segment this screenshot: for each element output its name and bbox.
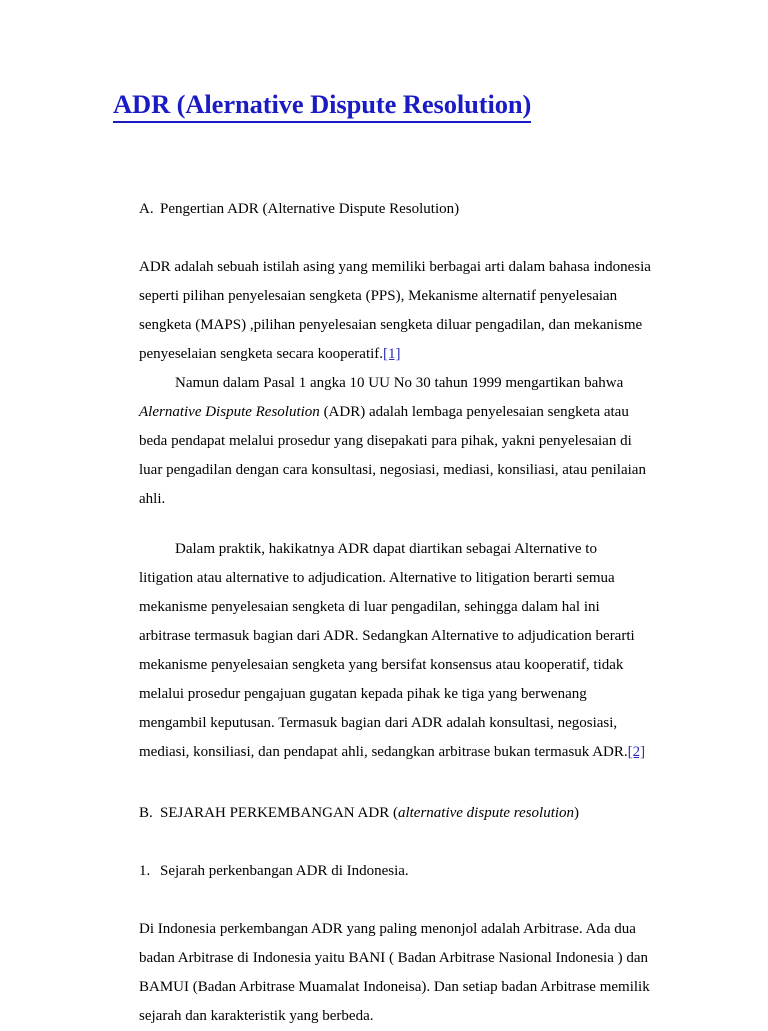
paragraph-pasal-1-italic-term: Alernative Dispute Resolution xyxy=(139,404,320,421)
spacer xyxy=(139,514,651,535)
spacer xyxy=(139,886,651,915)
spacer xyxy=(139,767,651,799)
list-item-label: Sejarah perkenbangan ADR di Indonesia. xyxy=(160,863,409,880)
document-content xyxy=(113,88,653,1031)
section-b-heading-italic: alternative dispute resolution xyxy=(397,805,575,822)
section-b-heading xyxy=(139,799,651,828)
spacer xyxy=(139,224,651,253)
section-a-heading xyxy=(139,195,651,224)
paragraph-adr-definition-text: ADR adalah sebuah istilah asing yang memiliki berbagai arti dalam bahasa indonesia seperti pilihan penyelesaian sengketa (PPS), Mekanisme alternatif penyelesaian sengketa (MAPS) ,pilihan penyelesaian sengketa diluar pengadilan, dan mekanisme penyeselaian sengketa secara kooperatif. xyxy=(139,259,651,363)
spacer xyxy=(139,828,651,857)
section-a xyxy=(139,195,651,1031)
section-b-marker: B. xyxy=(139,805,153,822)
section-a-marker: A. xyxy=(139,201,154,218)
paragraph-pasal-1-rest: (ADR) adalah lembaga penyelesaian sengketa atau beda pendapat melalui prosedur yang disepakati para pihak, yakni penyelesaian di luar pengadilan dengan cara konsultasi, negosiasi, mediasi, konsiliasi, atau penilaian ahli. xyxy=(139,404,646,508)
footnote-ref-2[interactable]: [2] xyxy=(627,744,646,761)
page-title: ADR (Alernative Dispute Resolution) xyxy=(113,88,531,123)
paragraph-dalam-praktik xyxy=(139,535,651,767)
footnote-ref-1[interactable]: [1] xyxy=(383,346,401,363)
section-b-heading-close: ) xyxy=(574,805,580,822)
paragraph-dalam-praktik-text: Dalam praktik, hakikatnya ADR dapat diartikan sebagai Alternative to litigation atau alternative to adjudication. Alternative to litigation berarti semua mekanisme penyelesaian sengketa di luar pengadilan, sehingga dalam hal ini arbitrase termasuk bagian dari ADR. Sedangkan Alternative to adjudication berarti mekanisme penyelesaian sengketa yang bersifat konsensus atau kooperatif, tidak melalui prosedur pengajuan gugatan kepada pihak ke tiga yang berwenang mengambil keputusan. Termasuk bagian dari ADR adalah konsultasi, negosiasi, mediasi, konsiliasi, dan pendapat ahli, sedangkan arbitrase bukan termasuk ADR. xyxy=(139,541,635,761)
list-item-marker: 1. xyxy=(139,863,151,880)
paragraph-adr-definition xyxy=(139,253,651,369)
paragraph-pasal-1 xyxy=(139,369,651,514)
paragraph-arbitrase: Di Indonesia perkembangan ADR yang paling menonjol adalah Arbitrase. Ada dua badan Arbitrase di Indonesia yaitu BANI ( Badan Arbitrase Nasional Indonesia ) dan BAMUI (Badan Arbitrase Muamalat Indoneisa). Dan setiap badan Arbitrase memilik sejarah dan karakteristik yang berbeda. xyxy=(139,921,650,1025)
section-a-heading-label: Pengertian ADR (Alternative Dispute Resolution) xyxy=(160,201,460,218)
list-item-sejarah xyxy=(139,857,651,886)
section-b-heading-label: SEJARAH PERKEMBANGAN ADR ( xyxy=(160,805,398,822)
paragraph-pasal-1-lead: Namun dalam Pasal 1 angka 10 UU No 30 tahun 1999 mengartikan bahwa xyxy=(175,375,624,392)
document-title-row xyxy=(113,88,653,123)
